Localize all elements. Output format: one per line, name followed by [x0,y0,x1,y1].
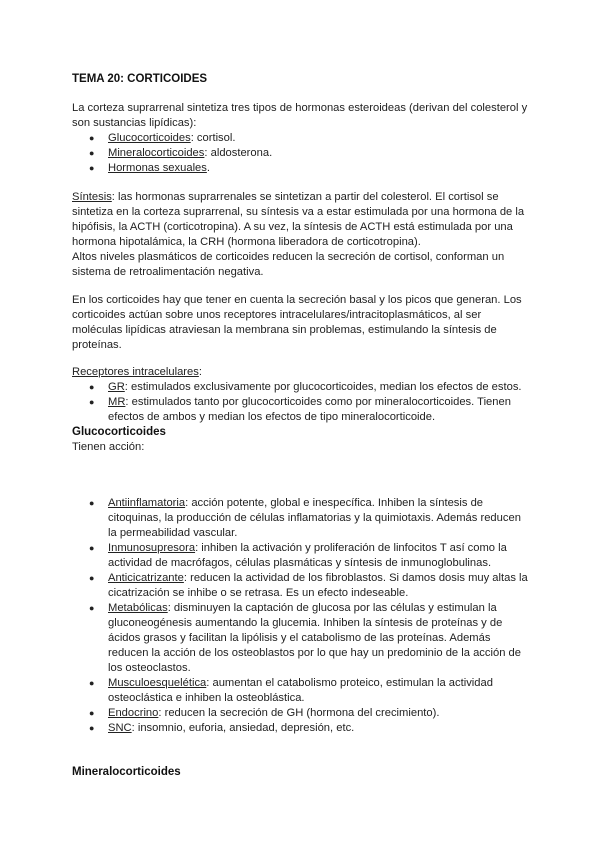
item-text: : estimulados tanto por glucocorticoides como por mineralocorticoides. Tienen efectos de ambos y median los efectos de tipo mineralocorticoide. [108,396,511,423]
item-text: : inhiben la activación y proliferación de linfocitos T así como la actividad de macrófagos, células plasmáticas y síntesis de inmunoglobulinas. [108,542,507,569]
list-item [72,395,532,425]
sintesis-paragraph [72,190,532,280]
term: MR [108,396,126,408]
item-text: : disminuyen la captación de glucosa por las células y estimulan la gluconeogénesis aumentando la glucemia. Inhiben la síntesis de proteínas y de ácidos grasos y facilitan la lipólisis y el catabolismo de las proteínas. Además reducen la acción de los osteoblastos por lo que hay un predominio de la acción de los osteoclastos. [108,602,521,674]
intro-paragraph: La corteza suprarrenal sintetiza tres tipos de hormonas esteroideas (derivan del colesterol y son sustancias lipídicas): [72,102,528,129]
hormone-types-list [72,131,532,176]
term: Musculoesquelética [108,677,207,689]
term: GR [108,381,125,393]
list-item [72,571,532,601]
term: SNC [108,722,132,734]
list-item [72,541,532,571]
list-item [72,706,532,721]
secrecion-paragraph: En los corticoides hay que tener en cuenta la secreción basal y los picos que generan. Los corticoides actúan sobre unos receptores intracelulares/intracitoplasmáticos, al ser moléculas lipídicas atraviesan la membrana sin problemas, estimulando la síntesis de proteínas. [72,294,522,351]
item-text: : estimulados exclusivamente por glucocorticoides, median los efectos de estos. [124,381,522,393]
receptores-section [72,365,532,425]
list-item [72,676,532,706]
term: Anticicatrizante [108,572,184,584]
term: Metabólicas [108,602,168,614]
gluco-subtitle: Tienen acción: [72,441,145,453]
sintesis-term: Síntesis [72,191,112,203]
sintesis-text: : las hormonas suprarrenales se sintetizan a partir del colesterol. El cortisol se sintetiza en la corteza suprarrenal, su síntesis va a estar estimulada por una hormona de la hipófisis, la ACTH (corticotropina). A su vez, la síntesis de ACTH está estimulada por una hormona hipotalámica, la CRH (hormona liberadora de corticotropina). [72,191,525,248]
item-text: . [206,162,210,174]
receptores-list [72,380,532,425]
item-text: : acción potente, global e inespecífica. Inhiben la síntesis de citoquinas, la producción de células inflamatorias y la quimiotaxis. Además reducen la permeabilidad vascular. [108,497,521,539]
item-text: : aldosterona. [204,147,273,159]
item-text: : cortisol. [190,132,236,144]
item-text: : aumentan el catabolismo proteico, estimulan la actividad osteoclástica e inhiben la osteoblástica. [108,677,493,704]
item-text: : reducen la actividad de los fibroblastos. Si damos dosis muy altas la cicatrización se inhibe o se retrasa. Es un efecto indeseable. [108,572,528,599]
gluco-heading: Glucocorticoides [72,426,166,438]
term: Glucocorticoides [108,132,191,144]
list-item [72,146,532,161]
list-item [72,380,532,395]
colon: : [198,366,202,378]
gluco-list [72,496,532,736]
list-item [72,601,532,676]
term: Endocrino [108,707,159,719]
item-text: : reducen la secreción de GH (hormona del crecimiento). [158,707,440,719]
item-text: : insomnio, euforia, ansiedad, depresión, etc. [131,722,355,734]
list-item [72,131,532,146]
list-item [72,496,532,541]
list-item [72,721,532,736]
page-title: TEMA 20: CORTICOIDES [72,73,208,85]
term: Antiinflamatoria [108,497,186,509]
mineral-heading: Mineralocorticoides [72,766,181,778]
gluco-header [72,425,532,455]
term: Mineralocorticoides [108,147,205,159]
receptores-heading: Receptores intracelulares [72,366,199,378]
term: Inmunosupresora [108,542,196,554]
list-item [72,161,532,176]
term: Hormonas sexuales [108,162,207,174]
sintesis-text-2: Altos niveles plasmáticos de corticoides reducen la secreción de cortisol, conforman un sistema de retroalimentación negativa. [72,251,505,278]
